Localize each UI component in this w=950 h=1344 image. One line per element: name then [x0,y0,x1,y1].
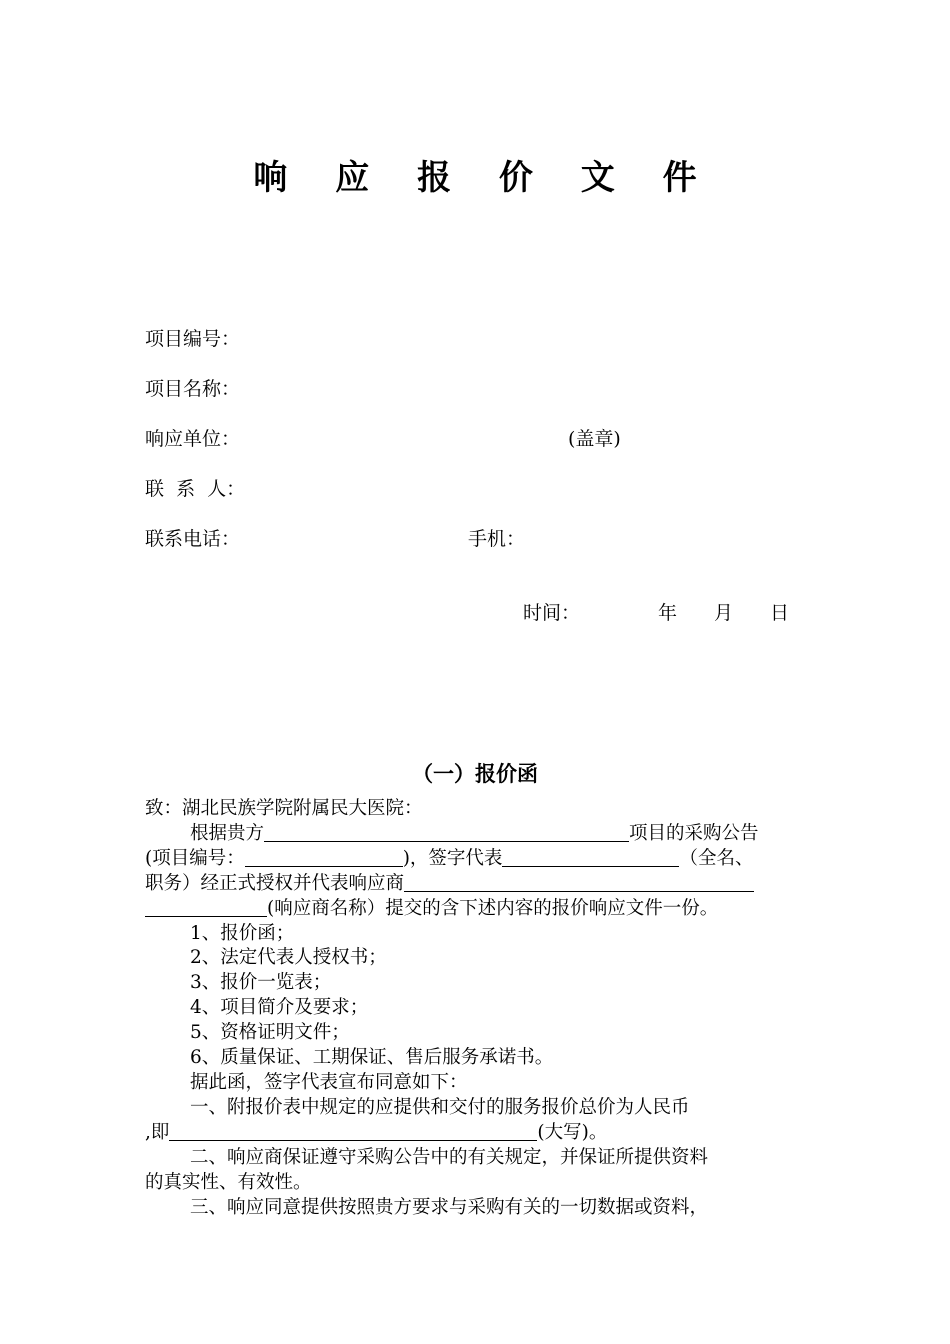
clause-2-continued: 的真实性、有效性。 [145,1172,312,1193]
blank-vendor-continued [145,898,267,917]
text-segment: （全名、 [679,848,754,869]
clause-1-continued [145,1121,810,1146]
agreement-intro: 据此函，签字代表宣布同意如下： [190,1072,468,1093]
text-segment: (响应商名称）提交的含下述内容的报价响应文件一份。 [267,898,719,919]
list-item: 5、资格证明文件； [190,1022,350,1043]
project-number-label: 项目编号： [145,328,241,350]
text-segment: )，签字代表 [402,848,503,869]
list-item: 2、法定代表人授权书； [190,947,387,968]
letter-paragraph-2 [145,847,810,872]
phone-label: 联系电话： [145,528,241,550]
letter-heading: （一）报价函 [412,762,538,786]
list-item: 6、质量保证、工期保证、售后服务承诺书。 [190,1047,554,1068]
year-label: 年 [658,602,678,624]
letter-paragraph-3 [145,872,810,897]
time-label: 时间： [523,602,581,624]
contact-person-label: 联 系 人： [145,478,246,500]
text-segment: 项目的采购公告 [629,823,759,844]
mobile-label: 手机： [468,528,526,550]
text-segment: (项目编号： [145,848,245,869]
clause-3: 三、响应同意提供按照贵方要求与采购有关的一切数据或资料， [190,1197,709,1218]
text-segment: 职务）经正式授权并代表响应商 [145,873,405,894]
responding-unit-label: 响应单位： [145,428,241,450]
list-item: 4、项目简介及要求； [190,997,369,1018]
clause-2: 二、响应商保证遵守采购公告中的有关规定，并保证所提供资料 [190,1147,709,1168]
blank-vendor [404,873,754,892]
blank-project-name [264,823,629,842]
month-label: 月 [714,602,734,624]
blank-signatory [502,848,679,867]
day-label: 日 [770,602,790,624]
clause-1: 一、附报价表中规定的应提供和交付的服务报价总价为人民币 [190,1097,690,1118]
letter-paragraph-4 [145,897,810,922]
letter-recipient: 致：湖北民族学院附属民大医院： [145,798,423,819]
list-item: 3、报价一览表； [190,972,332,993]
list-item: 1、报价函； [190,923,295,944]
letter-paragraph-1 [190,822,855,847]
seal-note: (盖章) [568,428,621,450]
project-name-label: 项目名称： [145,378,241,400]
text-segment: (大写)。 [537,1122,608,1143]
text-segment: 根据贵方 [190,823,265,844]
blank-project-number [245,848,403,867]
document-title: 响 应 报 价 文 件 [253,158,715,198]
text-segment: ,即 [145,1122,170,1143]
blank-amount-capitalized [169,1122,537,1141]
